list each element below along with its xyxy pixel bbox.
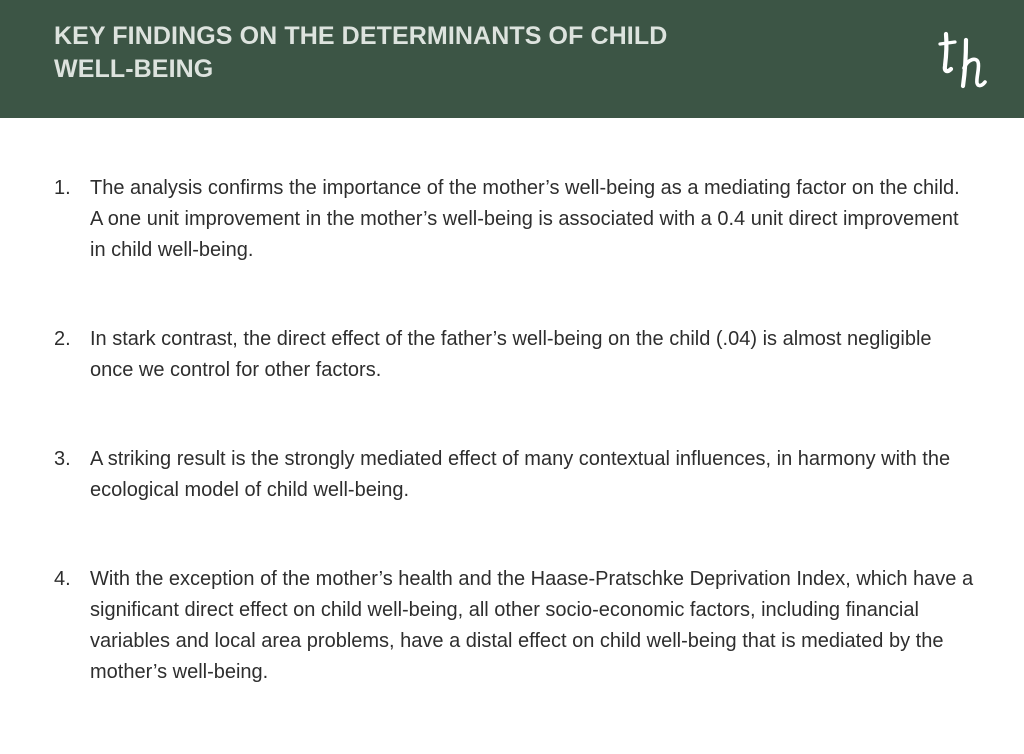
slide-header	[0, 0, 1024, 118]
finding-text: A striking result is the strongly mediated effect of many contextual influences, in harmony with the ecological model of child well-being.	[90, 448, 951, 501]
finding-number: 2.	[54, 328, 71, 350]
key-findings-list	[54, 173, 974, 746]
slide-title	[54, 20, 814, 86]
th-monogram-logo-icon	[936, 26, 996, 92]
finding-number: 1.	[54, 177, 71, 199]
finding-number: 3.	[54, 448, 71, 470]
finding-item-1	[54, 173, 974, 266]
finding-item-3	[54, 444, 974, 506]
finding-number: 4.	[54, 568, 71, 590]
finding-item-2	[54, 324, 974, 386]
finding-text: The analysis confirms the importance of the mother’s well-being as a mediating factor on the child. A one unit improvement in the mother’s well-being is associated with a 0.4 unit direct improvement in child well-being.	[90, 177, 960, 261]
slide-title-line-2: WELL-BEING	[54, 55, 214, 83]
finding-text: In stark contrast, the direct effect of the father’s well-being on the child (.04) is almost negligible once we control for other factors.	[90, 328, 932, 381]
finding-item-4	[54, 564, 974, 688]
slide-title-line-1: KEY FINDINGS ON THE DETERMINANTS OF CHILD	[54, 22, 668, 50]
finding-text: With the exception of the mother’s health and the Haase-Pratschke Deprivation Index, which have a significant direct effect on child well-being, all other socio-economic factors, including financial variables and local area problems, have a distal effect on child well-being that is mediated by the mother’s well-being.	[90, 568, 974, 683]
